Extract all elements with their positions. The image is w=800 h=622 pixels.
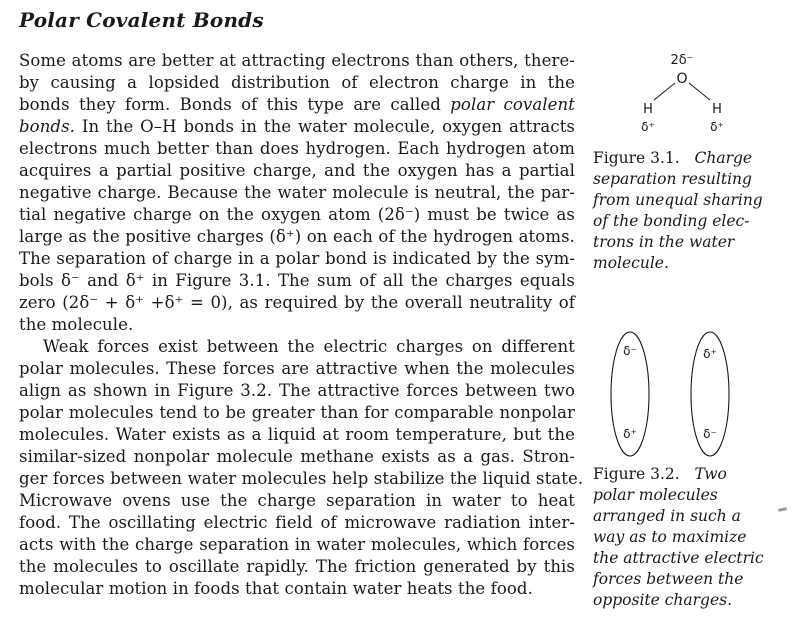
text-line: electrons much better than does hydrogen. Each hydrogen atom xyxy=(19,139,575,158)
water-molecule-diagram xyxy=(588,50,788,140)
text-line: acts with the charge separation in water molecules, which forces xyxy=(19,535,575,554)
text-line: molecular motion in foods that contain water heats the food. xyxy=(19,579,533,598)
caption-line: trons in the water xyxy=(593,233,735,251)
figure-3-2-caption xyxy=(593,464,764,611)
caption-line: molecule. xyxy=(593,254,669,272)
text-line: tial negative charge on the oxygen atom (2δ⁻) must be twice as xyxy=(19,205,575,224)
caption-line: arranged in such a xyxy=(593,507,741,525)
text-line xyxy=(19,94,575,116)
scan-mark xyxy=(778,507,787,512)
section-heading: Polar Covalent Bonds xyxy=(19,8,264,32)
text-line: the molecule. xyxy=(19,315,134,334)
hydrogen-left-label: H xyxy=(643,102,653,117)
text-line: bols δ⁻ and δ⁺ in Figure 3.1. The sum of all the charges equals xyxy=(19,271,575,290)
caption-line: polar molecules xyxy=(593,486,718,504)
text-line: large as the positive charges (δ⁺) on each of the hydrogen atoms. xyxy=(19,227,575,246)
right-bottom-charge: δ⁻ xyxy=(703,427,717,441)
hydrogen-left-charge: δ⁺ xyxy=(641,120,655,134)
polar-molecules-diagram xyxy=(600,330,780,460)
bond-line-right xyxy=(689,83,710,100)
italic-term: bonds. xyxy=(19,117,75,136)
right-top-charge: δ⁺ xyxy=(703,347,717,361)
text-line: Some atoms are better at attracting electrons than others, there- xyxy=(19,51,575,70)
caption-line: way as to maximize xyxy=(593,528,747,546)
text-line: acquires a partial positive charge, and the oxygen has a partial xyxy=(19,161,575,180)
caption-line: Two xyxy=(694,465,727,483)
text-line: polar molecules tend to be greater than for comparable nonpolar xyxy=(19,403,575,422)
text-line: molecules. Water exists as a liquid at room temperature, but the xyxy=(19,425,575,444)
caption-line: Charge xyxy=(694,149,753,167)
text-line: zero (2δ⁻ + δ⁺ +δ⁺ = 0), as required by the overall neutrality of xyxy=(19,293,575,312)
text-line: The separation of charge in a polar bond is indicated by the sym- xyxy=(19,249,575,268)
caption-line: separation resulting xyxy=(593,170,752,188)
italic-term: polar covalent xyxy=(450,95,575,114)
caption-label: Figure 3.2. xyxy=(593,465,680,483)
text-line: by causing a lopsided distribution of electron charge in the xyxy=(19,73,575,92)
text-line: food. The oscillating electric field of microwave radiation inter- xyxy=(19,513,575,532)
text-line: align as shown in Figure 3.2. The attractive forces between two xyxy=(19,381,575,400)
body-text xyxy=(19,50,584,600)
oxygen-charge-label: 2δ⁻ xyxy=(670,53,694,68)
caption-label: Figure 3.1. xyxy=(593,149,680,167)
oxygen-atom-label: O xyxy=(676,71,688,87)
text-line: ger forces between water molecules help stabilize the liquid state. xyxy=(19,469,584,488)
text-line: Microwave ovens use the charge separation in water to heat xyxy=(19,491,575,510)
caption-line: of the bonding elec- xyxy=(593,212,750,230)
figure-3-1-caption xyxy=(593,148,763,274)
bond-line-left xyxy=(654,83,675,100)
text-line: polar molecules. These forces are attractive when the molecules xyxy=(19,359,575,378)
text-line: the molecules to oscillate rapidly. The friction generated by this xyxy=(19,557,575,576)
text-line: Weak forces exist between the electric charges on different xyxy=(43,337,575,356)
text-line: similar-sized nonpolar molecule methane exists as a gas. Stron- xyxy=(19,447,575,466)
caption-line: forces between the xyxy=(593,570,744,588)
hydrogen-right-charge: δ⁺ xyxy=(710,120,724,134)
caption-line: the attractive electric xyxy=(593,549,764,567)
left-bottom-charge: δ⁺ xyxy=(623,427,637,441)
left-top-charge: δ⁻ xyxy=(623,344,637,358)
text-line: negative charge. Because the water molecule is neutral, the par- xyxy=(19,183,575,202)
caption-line: from unequal sharing xyxy=(593,191,763,209)
text-segment: In the O–H bonds in the water molecule, oxygen attracts xyxy=(75,117,575,136)
hydrogen-right-label: H xyxy=(712,102,722,117)
text-line xyxy=(19,116,575,138)
caption-line: opposite charges. xyxy=(593,591,733,609)
text-segment: bonds they form. Bonds of this type are called xyxy=(19,95,451,114)
